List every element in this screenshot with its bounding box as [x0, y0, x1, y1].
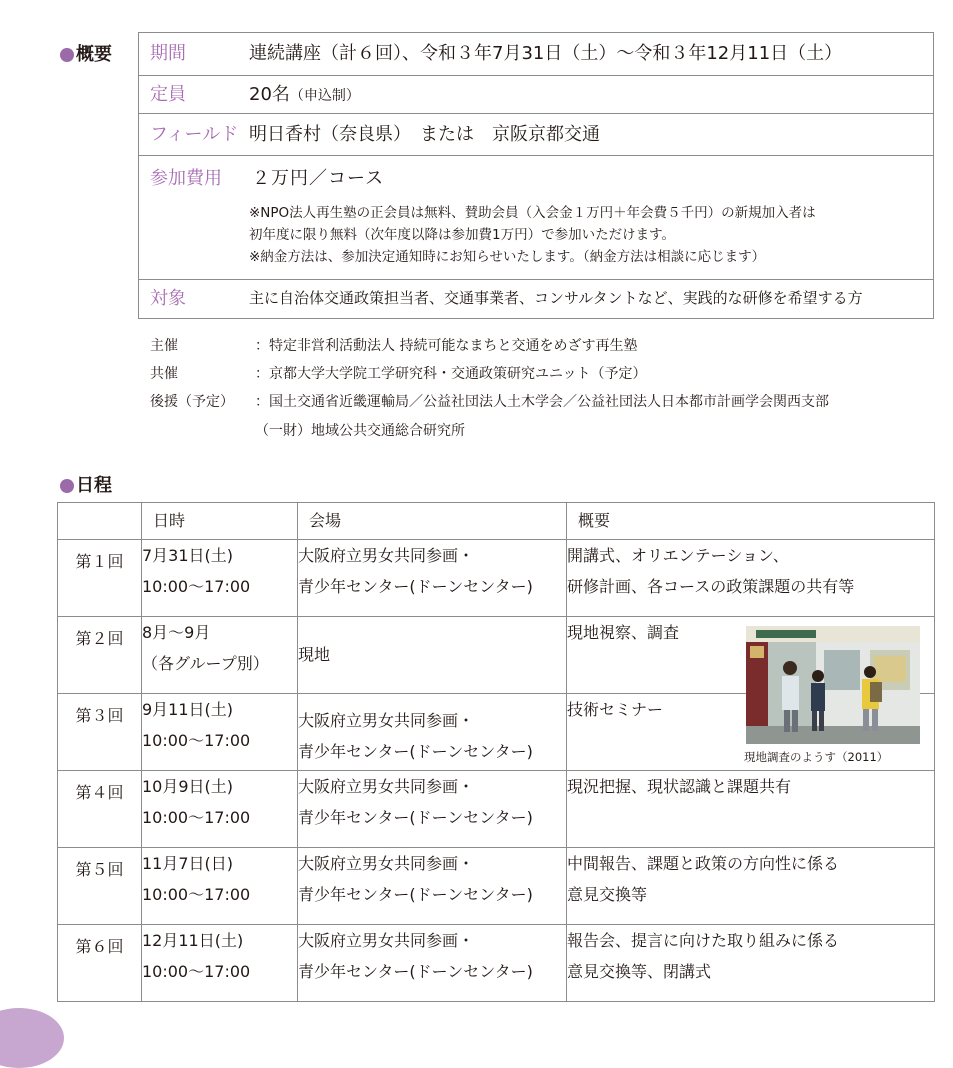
session-venue: 大阪府立男女共同参画・: [298, 777, 475, 796]
overview-row-target: [139, 280, 933, 318]
field-label: フィールド: [150, 124, 239, 145]
overview-row-field: [139, 114, 933, 156]
session-number: 第６回: [58, 925, 142, 1002]
session-venue: 大阪府立男女共同参画・: [298, 931, 475, 950]
session-venue-2: 青少年センター(ドーンセンター): [298, 962, 533, 981]
period-value: 連続講座（計６回）、令和３年7月31日（土）〜令和３年12月11日（土）: [249, 43, 843, 64]
fee-note-2: 初年度に限り無料（次年度以降は参加費1万円）で参加いただけます。: [249, 227, 676, 243]
session-time: 10:00〜17:00: [142, 577, 251, 596]
header-empty: [58, 503, 142, 540]
period-label: 期間: [150, 43, 186, 64]
session-venue: 大阪府立男女共同参画・: [298, 546, 475, 565]
session-summary-2: 意見交換等: [567, 885, 648, 904]
session-summary: 現地視察、調査: [567, 623, 680, 642]
session-number: 第３回: [58, 694, 142, 771]
session-date: 10月9日(土): [142, 777, 234, 796]
fee-value: ２万円／コース: [252, 168, 385, 189]
session-date: 7月31日(土): [142, 546, 234, 565]
session-time: 10:00〜17:00: [142, 808, 251, 827]
session-time: （各グループ別）: [142, 654, 269, 673]
session-venue-2: 青少年センター(ドーンセンター): [298, 742, 533, 761]
overview-row-period: [139, 33, 933, 76]
host-value: ：特定非営利活動法人 持続可能なまちと交通をめざす再生塾: [255, 338, 638, 354]
schedule-section-title: 日程: [60, 471, 112, 497]
session-venue-2: 青少年センター(ドーンセンター): [298, 808, 533, 827]
capacity-label: 定員: [150, 84, 186, 105]
schedule-row: [58, 540, 935, 617]
support-value-2: （一財）地域公共交通総合研究所: [255, 423, 465, 439]
overview-section-title: 概要: [60, 40, 112, 66]
session-time: 10:00〜17:00: [142, 731, 251, 750]
header-venue: 会場: [298, 503, 567, 540]
overview-row-fee: [139, 156, 933, 280]
session-number: 第４回: [58, 771, 142, 848]
header-summary: 概要: [567, 503, 935, 540]
session-time: 10:00〜17:00: [142, 962, 251, 981]
target-label: 対象: [150, 288, 186, 309]
session-date: 12月11日(土): [142, 931, 244, 950]
overview-table: [138, 32, 934, 319]
session-summary: 開講式、オリエンテーション、: [567, 546, 789, 565]
support-value: ：国土交通省近畿運輸局／公益社団法人土木学会／公益社団法人日本都市計画学会関西支部: [255, 394, 829, 410]
field-survey-photo: [746, 626, 920, 744]
overview-row-capacity: [139, 76, 933, 114]
session-venue: 現地: [298, 645, 331, 664]
schedule-header-row: [58, 503, 935, 540]
support-label: 後援（予定）: [150, 394, 234, 410]
session-date: 9月11日(土): [142, 700, 234, 719]
bullet-circle-icon: [60, 479, 74, 493]
field-value: 明日香村（奈良県） または 京阪京都交通: [249, 124, 600, 145]
schedule-row: [58, 771, 935, 848]
session-venue: 大阪府立男女共同参画・: [298, 711, 475, 730]
session-summary: 中間報告、課題と政策の方向性に係る: [567, 854, 840, 873]
fee-note-1: ※NPO法人再生塾の正会員は無料、賛助会員（入会金１万円＋年会費５千円）の新規加入者は: [249, 205, 816, 221]
session-time: 10:00〜17:00: [142, 885, 251, 904]
bullet-circle-icon: [60, 48, 74, 62]
photo-caption: 現地調査のようす（2011）: [744, 750, 889, 764]
session-venue-2: 青少年センター(ドーンセンター): [298, 885, 533, 904]
session-summary: 報告会、提言に向けた取り組みに係る: [567, 931, 840, 950]
fee-label: 参加費用: [150, 168, 222, 189]
session-number: 第５回: [58, 848, 142, 925]
session-summary-2: 研修計画、各コースの政策課題の共有等: [567, 577, 855, 596]
schedule-row: [58, 848, 935, 925]
session-summary: 技術セミナー: [567, 700, 664, 719]
session-summary: 現況把握、現状認識と課題共有: [567, 777, 792, 796]
fee-note-3: ※納金方法は、参加決定通知時にお知らせいたします。（納金方法は相談に応じます）: [249, 249, 766, 265]
cohost-value: ：京都大学大学院工学研究科・交通政策研究ユニット（予定）: [255, 366, 647, 382]
header-date: 日時: [142, 503, 298, 540]
capacity-note: （申込制）: [289, 88, 360, 104]
host-label: 主催: [150, 338, 178, 354]
session-number: 第２回: [58, 617, 142, 694]
session-date: 8月〜9月: [142, 623, 211, 642]
capacity-value: 20名: [249, 84, 290, 105]
cohost-label: 共催: [150, 366, 178, 382]
session-date: 11月7日(日): [142, 854, 234, 873]
decorative-circle: [0, 1008, 64, 1068]
schedule-row: [58, 925, 935, 1002]
session-venue-2: 青少年センター(ドーンセンター): [298, 577, 533, 596]
session-number: 第１回: [58, 540, 142, 617]
target-value: 主に自治体交通政策担当者、交通事業者、コンサルタントなど、実践的な研修を希望する方: [249, 289, 863, 307]
session-summary-2: 意見交換等、閉講式: [567, 962, 712, 981]
session-venue: 大阪府立男女共同参画・: [298, 854, 475, 873]
field-survey-photo-image: [746, 626, 920, 744]
